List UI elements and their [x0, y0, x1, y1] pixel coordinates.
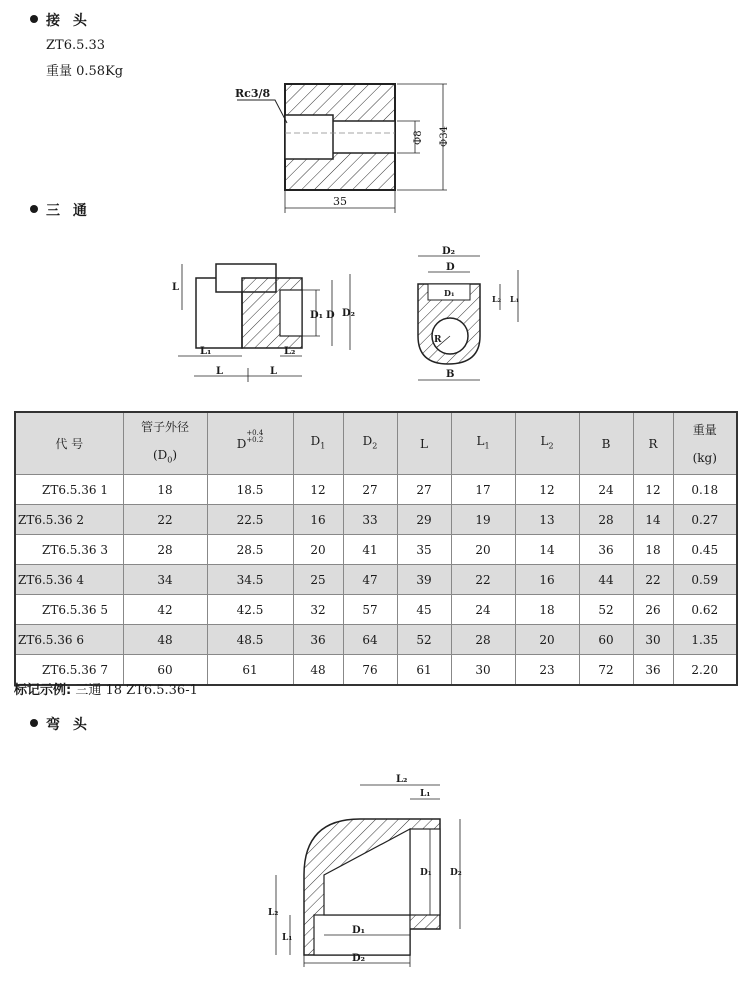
bullet-icon [30, 205, 38, 213]
table-row [15, 475, 737, 505]
tee-front-d2-label: D₂ [442, 246, 456, 257]
joint-weight: 重量 0.58Kg [46, 64, 124, 79]
tee-front-d1-label: D₁ [444, 288, 455, 298]
cell-code: ZT6.5.36 6 [15, 625, 123, 655]
spec-table [14, 411, 738, 686]
elbow-l1-left-label: L₁ [282, 933, 293, 943]
bullet-icon [30, 719, 38, 727]
cell-d0: 48 [123, 625, 207, 655]
bullet-icon [30, 15, 38, 23]
header-b: B [579, 412, 633, 475]
elbow-d2-bottom-label: D₂ [352, 953, 366, 964]
header-l: L [397, 412, 451, 475]
cell-l2: 12 [515, 475, 579, 505]
outer-dim-label: Φ34 [439, 126, 450, 147]
cell-l2: 16 [515, 565, 579, 595]
elbow-d1-bottom-label: D₁ [352, 925, 366, 936]
header-pipe-od: 管子外径 $(D_0)$ [123, 412, 207, 475]
cell-d2: 57 [343, 595, 397, 625]
cell-l2: 20 [515, 625, 579, 655]
cell-r: 22 [633, 565, 673, 595]
cell-l1: 19 [451, 505, 515, 535]
cell-r: 30 [633, 625, 673, 655]
tee-front-drawing [400, 240, 540, 390]
cell-r: 36 [633, 655, 673, 686]
cell-w: 0.27 [673, 505, 737, 535]
cell-d1: 48 [293, 655, 343, 686]
cell-code: ZT6.5.36 3 [15, 535, 123, 565]
cell-w: 1.35 [673, 625, 737, 655]
cell-code: ZT6.5.36 4 [15, 565, 123, 595]
cell-l: 61 [397, 655, 451, 686]
cell-d1: 16 [293, 505, 343, 535]
cell-w: 2.20 [673, 655, 737, 686]
cell-d0: 22 [123, 505, 207, 535]
cell-d0: 60 [123, 655, 207, 686]
cell-w: 0.45 [673, 535, 737, 565]
cell-r: 12 [633, 475, 673, 505]
cell-d2: 41 [343, 535, 397, 565]
tee-l1-label: L₁ [200, 346, 212, 357]
table-header-row [15, 412, 737, 475]
cell-d0: 28 [123, 535, 207, 565]
table-row [15, 535, 737, 565]
cell-w: 0.18 [673, 475, 737, 505]
cell-code: ZT6.5.36 7 [15, 655, 123, 686]
header-weight: 重量 (kg) [673, 412, 737, 475]
tee-d-label: D [326, 310, 335, 321]
thread-label: Rc3/8 [235, 87, 271, 100]
tee-l2-label: L₂ [284, 346, 296, 357]
cell-l: 27 [397, 475, 451, 505]
cell-code: ZT6.5.36 2 [15, 505, 123, 535]
cell-b: 28 [579, 505, 633, 535]
cell-r: 18 [633, 535, 673, 565]
elbow-l2-top-label: L₂ [396, 774, 408, 785]
cell-l2: 13 [515, 505, 579, 535]
cell-d: 28.5 [207, 535, 293, 565]
cell-b: 36 [579, 535, 633, 565]
cell-d: 34.5 [207, 565, 293, 595]
cell-d2: 27 [343, 475, 397, 505]
cell-r: 14 [633, 505, 673, 535]
table-row [15, 565, 737, 595]
elbow-drawing [260, 765, 480, 975]
cell-d1: 12 [293, 475, 343, 505]
cell-d: 18.5 [207, 475, 293, 505]
header-r: R [633, 412, 673, 475]
bore-dim-label: Φ8 [413, 130, 424, 145]
cell-l: 52 [397, 625, 451, 655]
cell-d: 61 [207, 655, 293, 686]
cell-l1: 17 [451, 475, 515, 505]
cell-l1: 24 [451, 595, 515, 625]
tee-front-l2-label: L₂ [492, 294, 502, 304]
section-heading-joint: 接 头 [30, 10, 91, 30]
table-row [15, 505, 737, 535]
cell-l2: 14 [515, 535, 579, 565]
length-dim-label: 35 [333, 195, 347, 208]
joint-drawing [225, 75, 485, 215]
cell-code: ZT6.5.36 5 [15, 595, 123, 625]
cell-d1: 25 [293, 565, 343, 595]
tee-side-drawing [160, 250, 370, 390]
cell-d2: 76 [343, 655, 397, 686]
joint-code: ZT6.5.33 [46, 38, 106, 53]
tee-front-l1-label: L₁ [510, 294, 520, 304]
elbow-d1-right-label: D₁ [420, 868, 432, 878]
marking-example: 标记示例: 三通 18 ZT6.5.36-1 [14, 683, 198, 698]
cell-b: 52 [579, 595, 633, 625]
tee-r-label: R [434, 335, 442, 345]
cell-d1: 36 [293, 625, 343, 655]
header-d1: $D_1$ [293, 412, 343, 475]
cell-b: 24 [579, 475, 633, 505]
cell-d2: 47 [343, 565, 397, 595]
cell-l: 29 [397, 505, 451, 535]
cell-b: 44 [579, 565, 633, 595]
cell-l2: 23 [515, 655, 579, 686]
cell-d0: 18 [123, 475, 207, 505]
cell-d2: 33 [343, 505, 397, 535]
header-l2: $L_2$ [515, 412, 579, 475]
cell-code: ZT6.5.36 1 [15, 475, 123, 505]
header-l1: $L_1$ [451, 412, 515, 475]
cell-w: 0.62 [673, 595, 737, 625]
table-row [15, 595, 737, 625]
tee-l-label: L [172, 282, 180, 293]
tee-front-b-label: B [446, 369, 455, 380]
cell-l: 45 [397, 595, 451, 625]
header-code: 代 号 [15, 412, 123, 475]
tee-front-d-label: D [446, 262, 455, 273]
header-d: D+0.4 +0.2 [207, 412, 293, 475]
elbow-l1-top-label: L₁ [420, 789, 431, 799]
cell-l: 35 [397, 535, 451, 565]
elbow-l2-left-label: L₂ [268, 908, 279, 918]
cell-r: 26 [633, 595, 673, 625]
cell-l1: 30 [451, 655, 515, 686]
cell-d: 22.5 [207, 505, 293, 535]
tee-d2-label: D₂ [342, 308, 356, 319]
section-heading-elbow: 弯 头 [30, 714, 91, 734]
cell-l1: 20 [451, 535, 515, 565]
cell-d0: 42 [123, 595, 207, 625]
cell-l2: 18 [515, 595, 579, 625]
cell-b: 60 [579, 625, 633, 655]
tee-l-bottom-label-2: L [270, 366, 278, 377]
cell-d2: 64 [343, 625, 397, 655]
cell-d1: 20 [293, 535, 343, 565]
tee-l-bottom-label-1: L [216, 366, 224, 377]
header-d2: $D_2$ [343, 412, 397, 475]
cell-d0: 34 [123, 565, 207, 595]
cell-d: 48.5 [207, 625, 293, 655]
cell-l1: 22 [451, 565, 515, 595]
cell-l1: 28 [451, 625, 515, 655]
cell-b: 72 [579, 655, 633, 686]
elbow-d2-right-label: D₂ [450, 868, 462, 878]
cell-d1: 32 [293, 595, 343, 625]
section-heading-tee: 三 通 [30, 200, 91, 220]
cell-d: 42.5 [207, 595, 293, 625]
cell-w: 0.59 [673, 565, 737, 595]
table-row [15, 625, 737, 655]
tee-d1-label: D₁ [310, 310, 324, 321]
cell-l: 39 [397, 565, 451, 595]
